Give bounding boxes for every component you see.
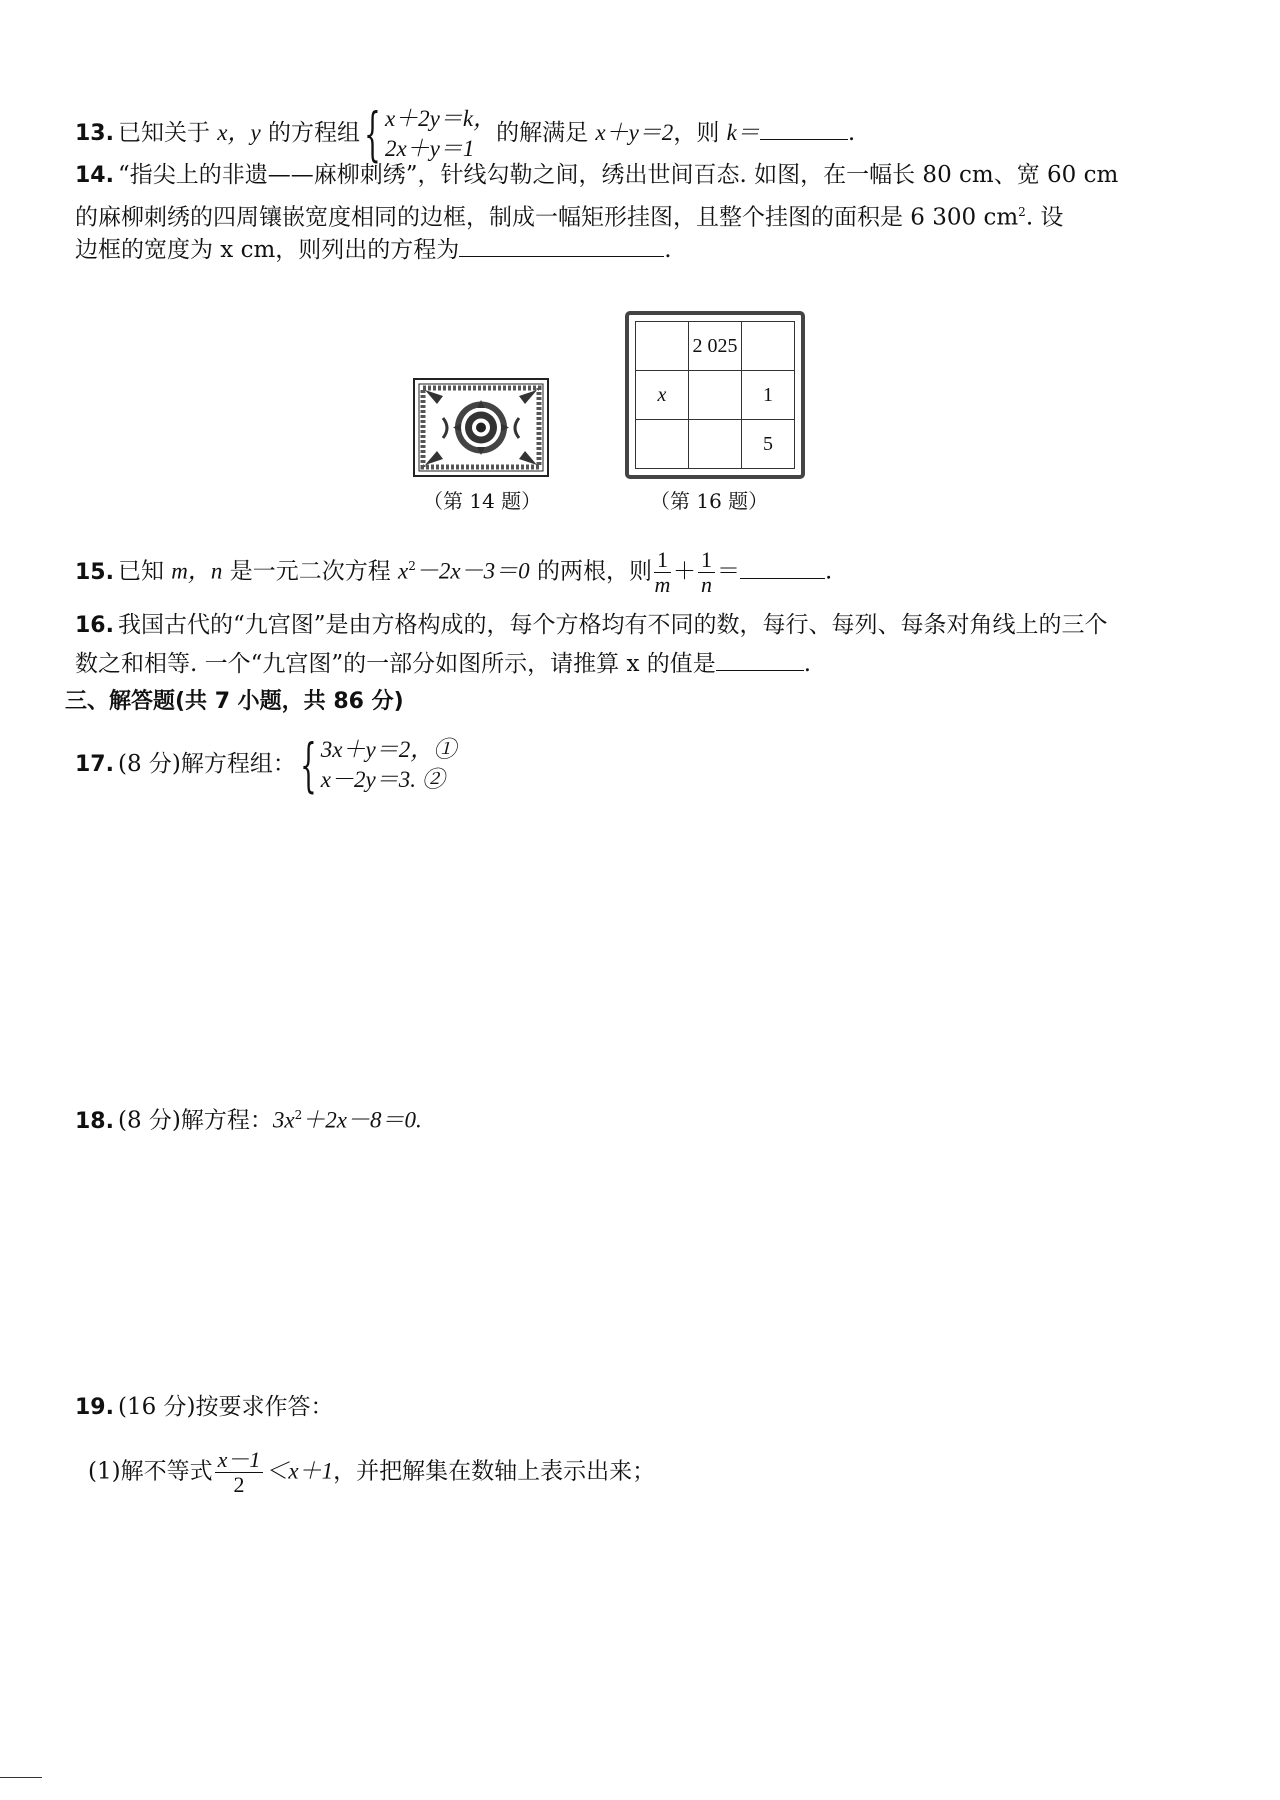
superscript: 2 <box>408 558 416 573</box>
k-label: k＝ <box>726 120 760 145</box>
grid-cell <box>636 322 689 371</box>
q19-text: (16 分)按要求作答： <box>117 1394 334 1420</box>
question-number: 15. <box>75 559 114 585</box>
q16-line: 数之和相等. 一个“九宫图”的一部分如图所示，请推算 x 的值是 <box>75 651 716 677</box>
answer-blank[interactable] <box>459 234 664 257</box>
brace-icon: { <box>300 731 317 799</box>
period: . <box>664 237 672 263</box>
grid-cell: 5 <box>742 420 795 469</box>
q16-line: 我国古代的“九宫图”是由方格构成的，每个方格均有不同的数，每行、每列、每条对角线上的三个 <box>117 612 1108 638</box>
q13-text: 的方程组 <box>268 120 361 146</box>
q19-part1-text: ，并把解集在数轴上表示出来； <box>333 1458 656 1485</box>
q13-text: 的解满足 <box>496 120 589 146</box>
grid-row <box>636 420 795 469</box>
q14-line: 边框的宽度为 x cm，则列出的方程为 <box>75 237 460 263</box>
superscript: 2 <box>1018 205 1026 219</box>
equation: x＋2y＝k， <box>384 106 497 131</box>
grid-row <box>636 371 795 420</box>
question-number: 16. <box>75 613 114 638</box>
fraction <box>654 548 671 597</box>
numerator: x－1 <box>215 1448 264 1473</box>
numerator: 1 <box>698 548 715 573</box>
question-14-line2 <box>75 197 1063 233</box>
q14-line: 的麻柳刺绣的四周镶嵌宽度相同的边框，制成一幅矩形挂图，且整个挂图的面积是 6 300 cm <box>75 204 1019 231</box>
question-14 <box>75 160 1118 191</box>
period: . <box>803 651 812 677</box>
equation-system <box>296 731 457 799</box>
question-17 <box>75 731 457 799</box>
question-number: 17. <box>75 752 114 777</box>
grid-cell: 2 025 <box>689 322 742 371</box>
q15-text: 已知 <box>117 558 164 585</box>
magic-square-grid <box>635 321 795 469</box>
operator: ＝ <box>716 558 740 585</box>
section-title: 三、解答题(共 7 小题，共 86 分) <box>65 689 404 714</box>
question-14-line3 <box>75 234 672 265</box>
question-16-line2 <box>75 648 811 679</box>
period: . <box>824 558 833 585</box>
denominator: n <box>700 572 712 597</box>
equation: 3x＋y＝2，① <box>320 737 457 762</box>
question-15 <box>75 548 832 597</box>
q15-text: 的两根，则 <box>536 558 652 585</box>
q19-part1-text: (1)解不等式 <box>88 1458 213 1485</box>
period: . <box>847 120 856 146</box>
fraction <box>698 548 715 597</box>
question-number: 13. <box>75 121 114 146</box>
question-number: 18. <box>75 1108 114 1134</box>
brace-icon: { <box>364 100 381 168</box>
fraction <box>215 1448 264 1497</box>
figure-16-caption: （第 16 题） <box>650 489 769 513</box>
inequality: ＜x＋1 <box>265 1458 334 1484</box>
answer-blank[interactable] <box>740 556 825 579</box>
q14-line: “指尖上的非遗——麻柳刺绣”，针线勾勒之间，绣出世间百态. 如图，在一幅长 80 cm、宽 60 cm <box>117 162 1119 188</box>
operator: ＋ <box>672 558 696 585</box>
question-19 <box>75 1392 334 1423</box>
question-16 <box>75 610 1108 641</box>
answer-blank[interactable] <box>760 117 848 140</box>
embroidery-icon <box>413 378 549 477</box>
page-divider <box>0 1777 42 1778</box>
question-19-part1 <box>88 1448 655 1497</box>
q18-text: (8 分)解方程： <box>117 1107 273 1134</box>
q13-vars: x，y <box>217 120 261 145</box>
grid-row <box>636 322 795 371</box>
q17-text: (8 分)解方程组： <box>117 751 296 777</box>
equation: 2x＋y＝1 <box>384 136 475 161</box>
equation: ＋2x－8＝0. <box>302 1107 422 1133</box>
question-number: 19. <box>75 1395 114 1420</box>
equation: x－2y＝3. ② <box>320 767 445 792</box>
numerator: 1 <box>654 548 671 573</box>
grid-cell: x <box>636 371 689 420</box>
embroidery-figure <box>413 378 549 481</box>
q14-line: . 设 <box>1025 204 1064 231</box>
grid-cell <box>742 322 795 371</box>
grid-cell <box>689 420 742 469</box>
denominator: 2 <box>233 1472 245 1497</box>
condition: x＋y＝2 <box>595 120 674 145</box>
answer-blank[interactable] <box>716 648 804 671</box>
q13-text: 已知关于 <box>117 120 210 146</box>
q15-text: 是一元二次方程 <box>229 558 391 585</box>
grid-cell <box>689 371 742 420</box>
grid-cell <box>636 420 689 469</box>
question-number: 14. <box>75 163 114 188</box>
equation-system <box>360 100 497 168</box>
q15-vars: m，n <box>171 558 223 584</box>
equation: －2x－3＝0 <box>415 558 530 584</box>
figure-14-caption: （第 14 题） <box>423 489 542 513</box>
grid-cell: 1 <box>742 371 795 420</box>
question-18 <box>75 1100 422 1137</box>
variable: x <box>398 558 409 584</box>
question-13 <box>75 100 856 168</box>
equation: 3x <box>272 1107 295 1133</box>
superscript: 2 <box>294 1108 303 1122</box>
magic-square-figure <box>625 311 805 479</box>
denominator: m <box>654 572 671 597</box>
q13-text: ，则 <box>673 120 720 146</box>
